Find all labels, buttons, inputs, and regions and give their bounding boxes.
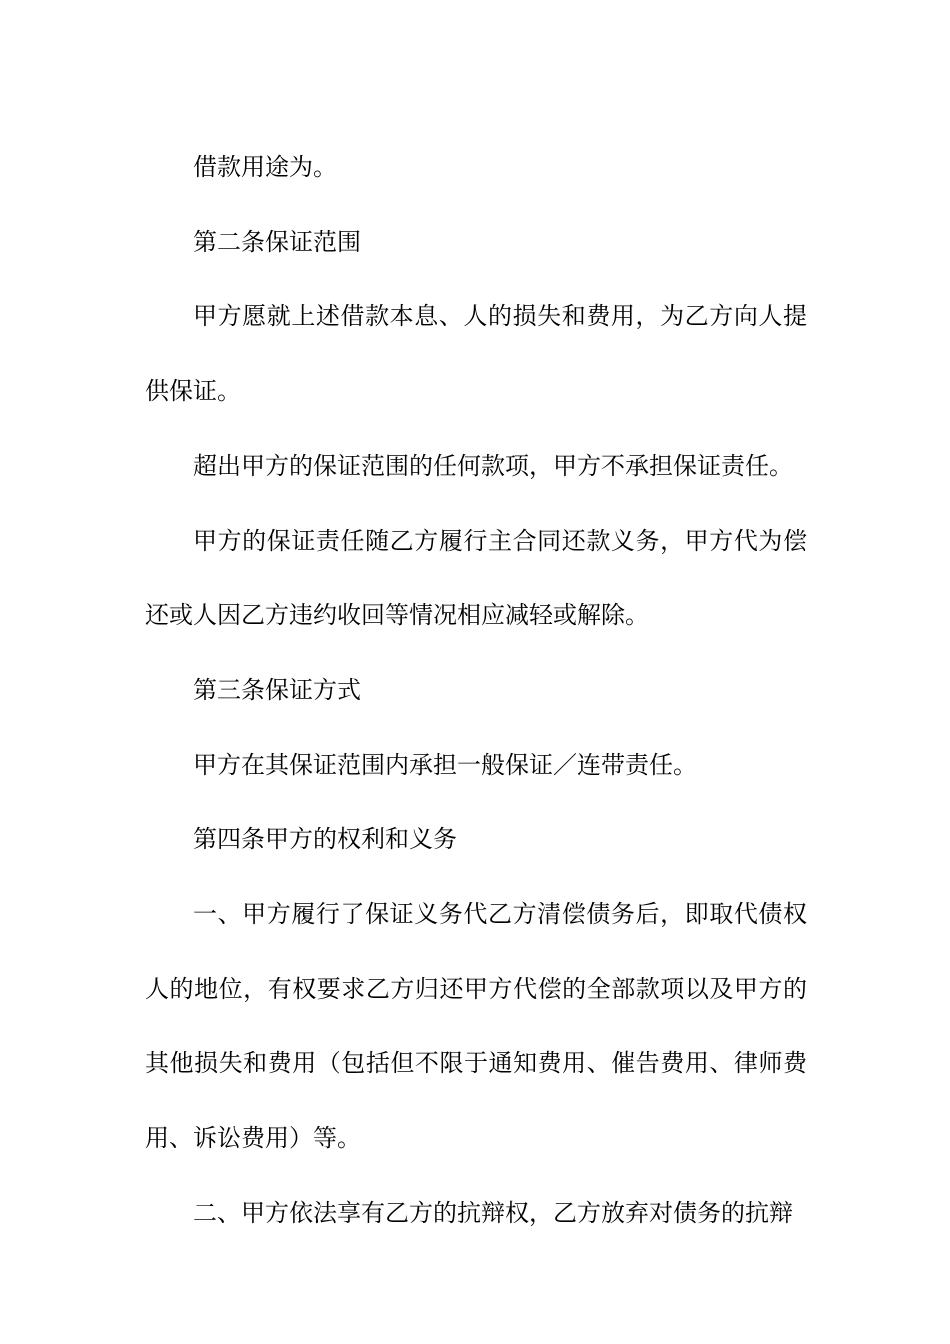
paragraph-defense-right: 二、甲方依法享有乙方的抗辩权，乙方放弃对债务的抗辩	[193, 1198, 793, 1227]
paragraph-guarantee-provision: 甲方愿就上述借款本息、人的损失和费用，为乙方向人提供保证。	[145, 302, 807, 406]
document-body	[145, 130, 807, 1251]
paragraph-loan-purpose: 借款用途为。	[193, 153, 337, 181]
paragraph-subrogation-right: 一、甲方履行了保证义务代乙方清偿债务后，即取代债权人的地位，有权要求乙方归还甲方代偿的全部款项以及甲方的其他损失和费用（包括但不限于通知费用、催告费用、律师费用、诉讼费用）等。	[145, 900, 807, 1153]
paragraph-liability-reduction: 甲方的保证责任随乙方履行主合同还款义务，甲方代为偿还或人因乙方违约收回等情况相应减轻或解除。	[145, 526, 807, 630]
heading-article-4-rights-obligations: 第四条甲方的权利和义务	[193, 825, 457, 854]
paragraph-out-of-scope: 超出甲方的保证范围的任何款项，甲方不承担保证责任。	[193, 451, 793, 480]
heading-article-3-guarantee-method: 第三条保证方式	[193, 675, 361, 704]
heading-article-2-guarantee-scope: 第二条保证范围	[193, 227, 361, 256]
paragraph-guarantee-type: 甲方在其保证范围内承担一般保证／连带责任。	[193, 750, 697, 779]
